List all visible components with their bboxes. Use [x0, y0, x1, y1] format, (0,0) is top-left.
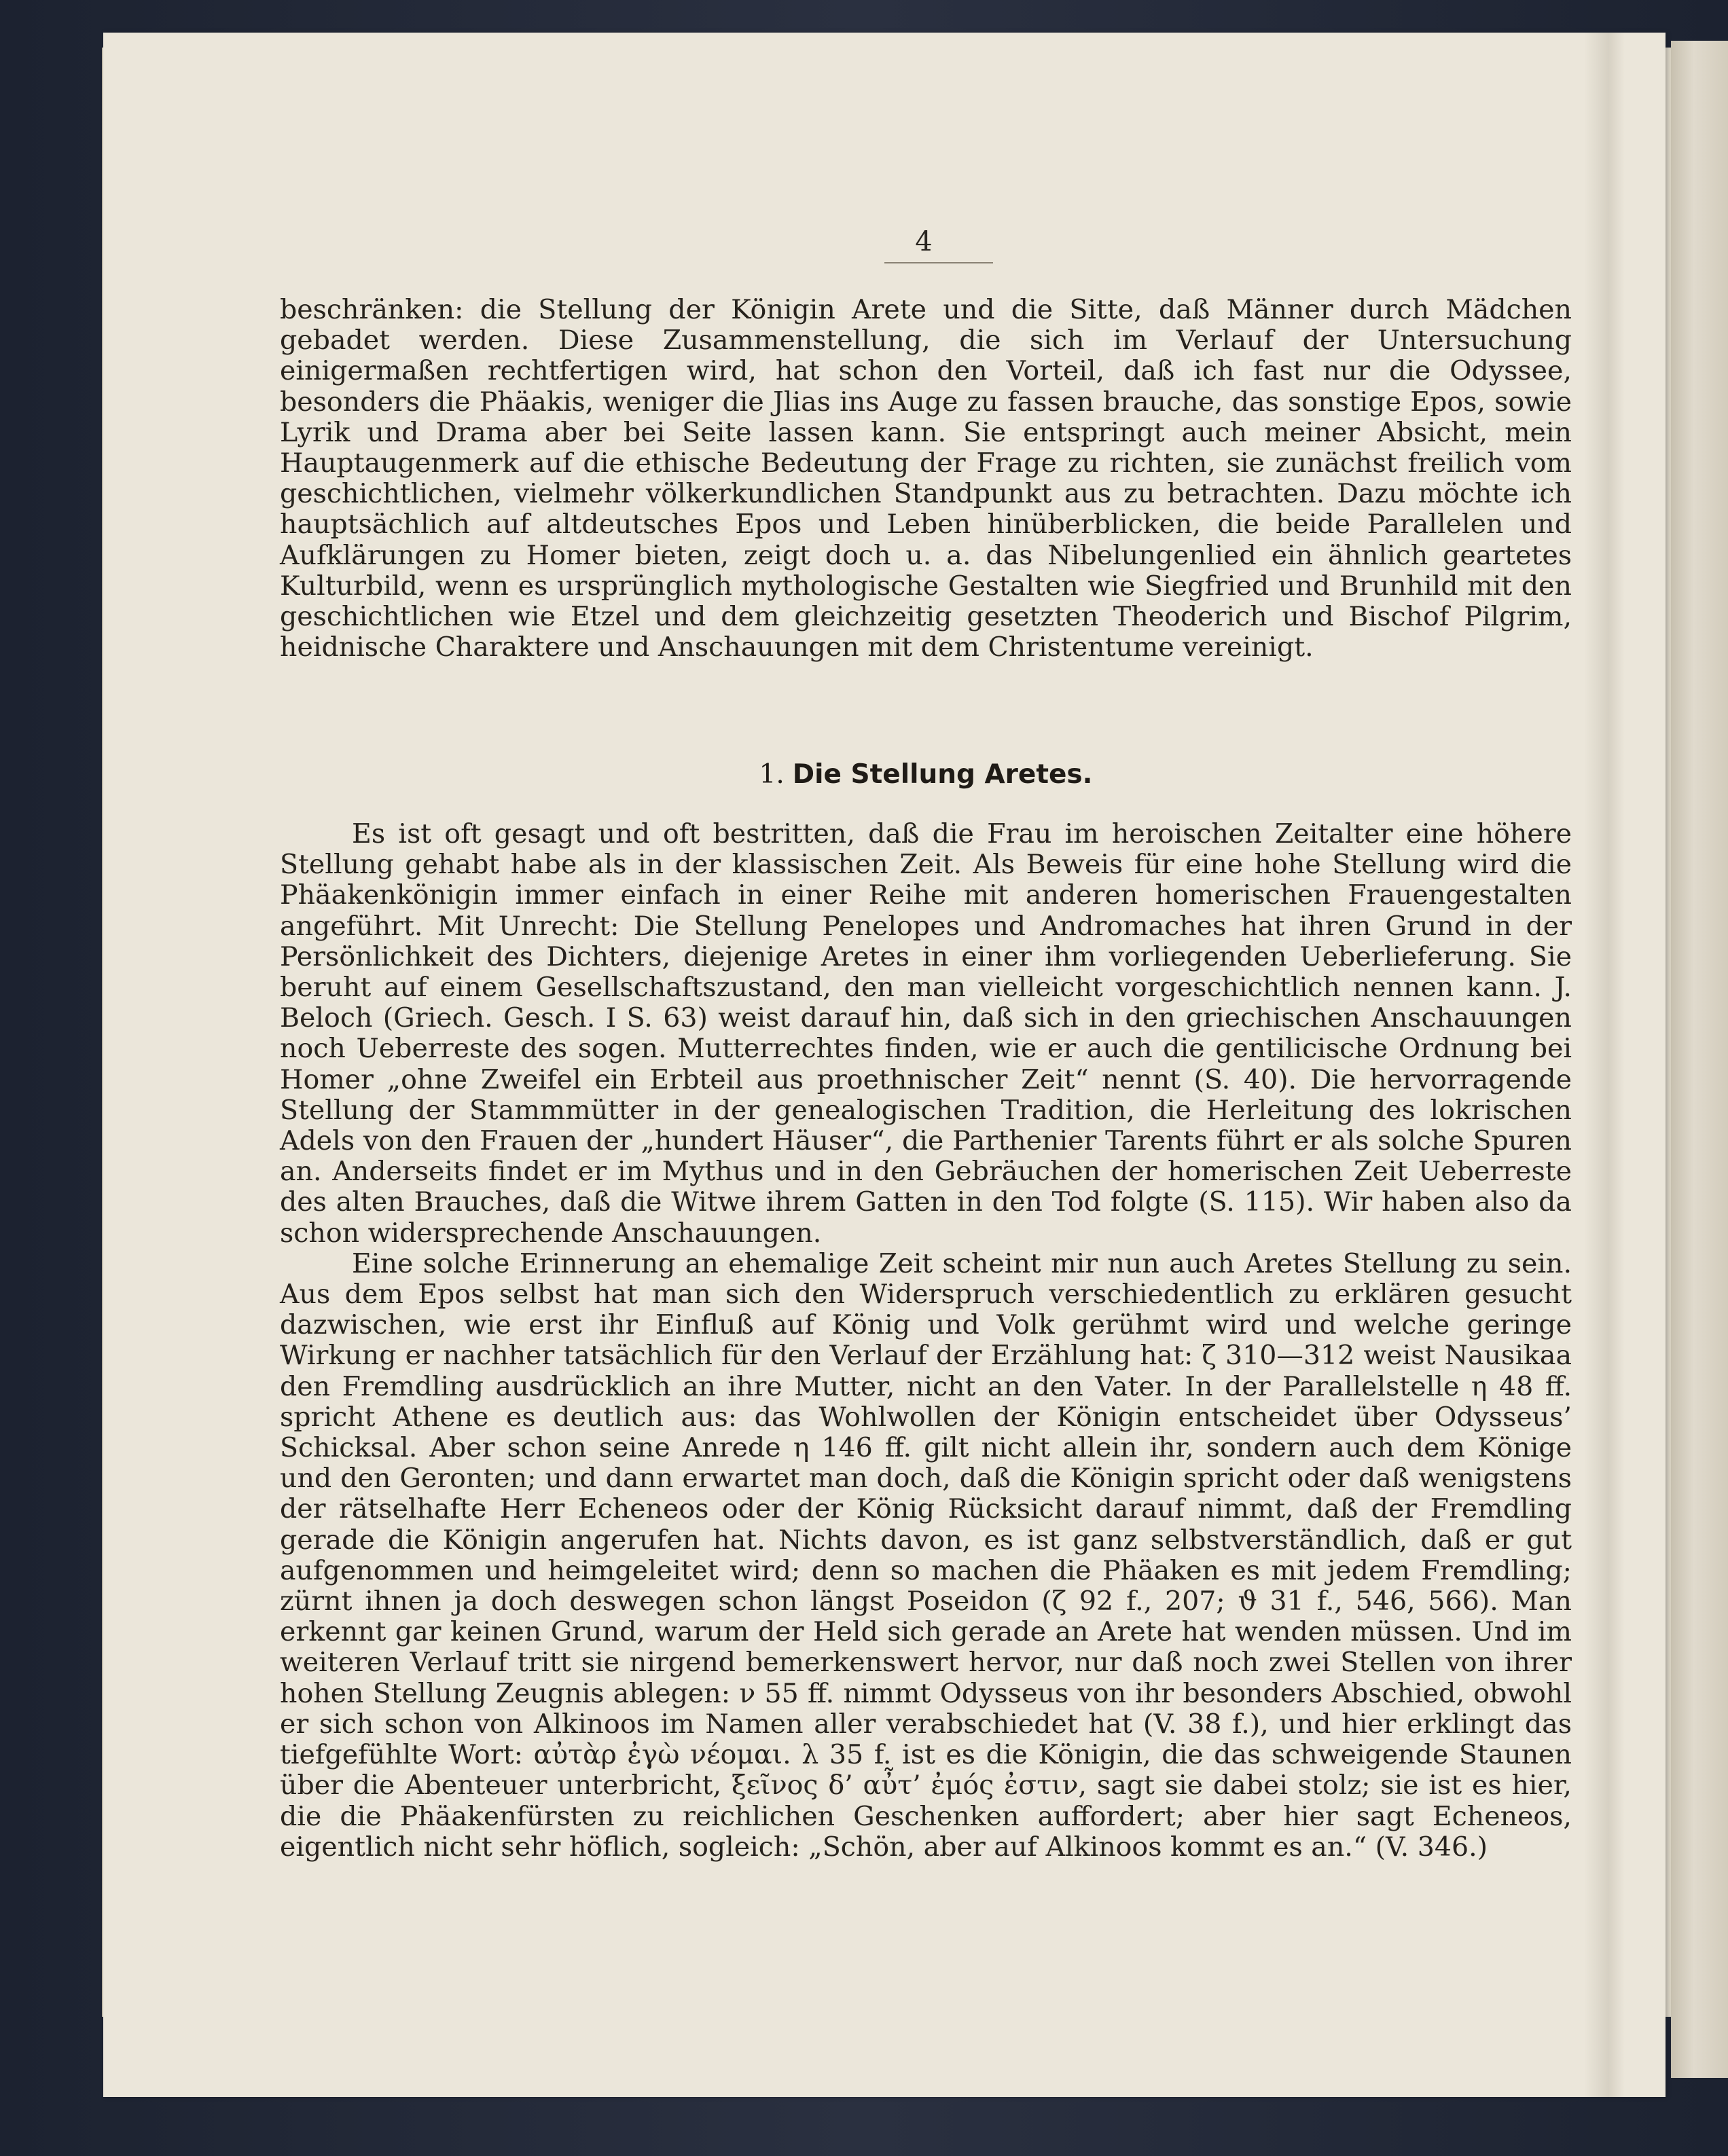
page-number: 4 [915, 226, 933, 257]
section-paragraph-1: Es ist oft gesagt und oft bestritten, daß die Frau im heroischen Zeitalter eine höhere Stellung gehabt habe als in der klassischen Zeit. Als Beweis für eine hohe Stellung wird die Phäakenkönigin immer einfach in einer Reihe mit anderen homerischen Frauengestalten angeführt. Mit Unrecht: Die Stellung Penelopes und Andromaches hat ihren Grund in der Persönlichkeit des Dichters, diejenige Aretes in einer ihm vorliegenden Ueberlieferung. Sie beruht auf einem Gesellschaftszustand, den man vielleicht vorgeschichtlich nennen kann. J. Beloch (Griech. Gesch. I S. 63) weist darauf hin, daß sich in den griechischen Anschauungen noch Ueberreste des sogen. Mutterrechtes finden, wie er auch die gentilicische Ordnung bei Homer „ohne Zweifel ein Erbteil aus proethnischer Zeit“ nennt (S. 40). Die hervorragende Stellung der Stammmütter in der genealogischen Tradition, die Herleitung des lokrischen Adels von den Frauen der „hundert Häuser“, die Parthenier Tarents führt er als solche Spuren an. Anderseits findet er im Mythus und in den Gebräuchen der homerischen Zeit Ueberreste des alten Brauches, daß die Witwe ihrem Gatten in den Tod folgte (S. 115). Wir haben also da schon widersprechende Anschauungen. [280, 818, 1572, 1249]
section-heading [280, 758, 1572, 792]
section-paragraph-2: Eine solche Erinnerung an ehemalige Zeit scheint mir nun auch Aretes Stellung zu sein. Aus dem Epos selbst hat man sich den Widerspruch verschiedentlich zu erklären gesucht dazwischen, wie erst ihr Einfluß auf König und Volk gerühmt wird und welche geringe Wirkung er nachher tatsächlich für den Verlauf der Erzählung hat: ζ 310—312 weist Nausikaa den Fremdling ausdrücklich an ihre Mutter, nicht an den Vater. In der Parallelstelle η 48 ff. spricht Athene es deutlich aus: das Wohlwollen der Königin entscheidet über Odysseus’ Schicksal. Aber schon seine Anrede η 146 ff. gilt nicht allein ihr, sondern auch dem Könige und den Geronten; und dann erwartet man doch, daß die Königin spricht oder daß wenigstens der rätselhafte Herr Echeneos oder der König Rücksicht darauf nimmt, daß der Fremdling gerade die Königin angerufen hat. Nichts davon, es ist ganz selbstverständlich, daß er gut aufgenommen und heimgeleitet wird; denn so machen die Phäaken es mit jedem Fremdling; zürnt ihnen ja doch deswegen schon längst Poseidon (ζ 92 f., 207; ϑ 31 f., 546, 566). Man erkennt gar keinen Grund, warum der Held sich gerade an Arete hat wenden müssen. Und im weiteren Verlauf tritt sie nirgend bemerkenswert hervor, nur daß noch zwei Stellen von ihrer hohen Stellung Zeugnis ablegen: ν 55 ff. nimmt Odysseus von ihr besonders Abschied, obwohl er sich schon von Alkinoos im Namen aller verabschiedet hat (V. 38 f.), und hier erklingt das tiefgefühlte Wort: αὐτὰρ ἐγὼ νέομαι. λ 35 f. ist es die Königin, die das schweigende Staunen über die Abenteuer unterbricht, ξεῖνος δ’ αὖτ’ ἐμός ἐστιν, sagt sie dabei stolz; sie ist es hier, die die Phäakenfürsten zu reichlichen Geschenken auffordert; aber hier sagt Echeneos, eigentlich nicht sehr höflich, sogleich: „Schön, aber auf Alkinoos kommt es an.“ (V. 346.) [280, 1247, 1572, 1863]
section-body [280, 819, 1572, 1863]
page-gutter [1671, 41, 1728, 2078]
intro-paragraph: beschränken: die Stellung der Königin Arete und die Sitte, daß Männer durch Mädchen gebadet werden. Diese Zusammenstellung, die sich im Verlauf der Untersuchung einigermaßen rechtfertigen wird, hat schon den Vorteil, daß ich fast nur die Odyssee, besonders die Phäakis, weniger die Jlias ins Auge zu fassen brauche, das sonstige Epos, sowie Lyrik und Drama aber bei Seite lassen kann. Sie entspringt auch meiner Absicht, mein Hauptaugenmerk auf die ethische Bedeutung der Frage zu richten, sie zunächst freilich vom geschichtlichen, vielmehr völkerkundlichen Standpunkt aus zu betrachten. Dazu möchte ich hauptsächlich auf altdeutsches Epos und Leben hinüberblicken, die beide Parallelen und Aufklärungen zu Homer bieten, zeigt doch u. a. das Nibelungenlied ein ähnlich geartetes Kulturbild, wenn es ursprünglich mythologische Gestalten wie Siegfried und Brunhild mit den geschichtlichen wie Etzel und dem gleichzeitig gesetzten Theoderich und Bischof Pilgrim, heidnische Charaktere und Anschauungen mit dem Christentume vereinigt. [280, 294, 1572, 663]
section-number: 1. [759, 759, 785, 790]
intro-paragraph-block [280, 295, 1572, 663]
header-rule [884, 262, 993, 263]
section-title: Die Stellung Aretes. [792, 759, 1093, 790]
